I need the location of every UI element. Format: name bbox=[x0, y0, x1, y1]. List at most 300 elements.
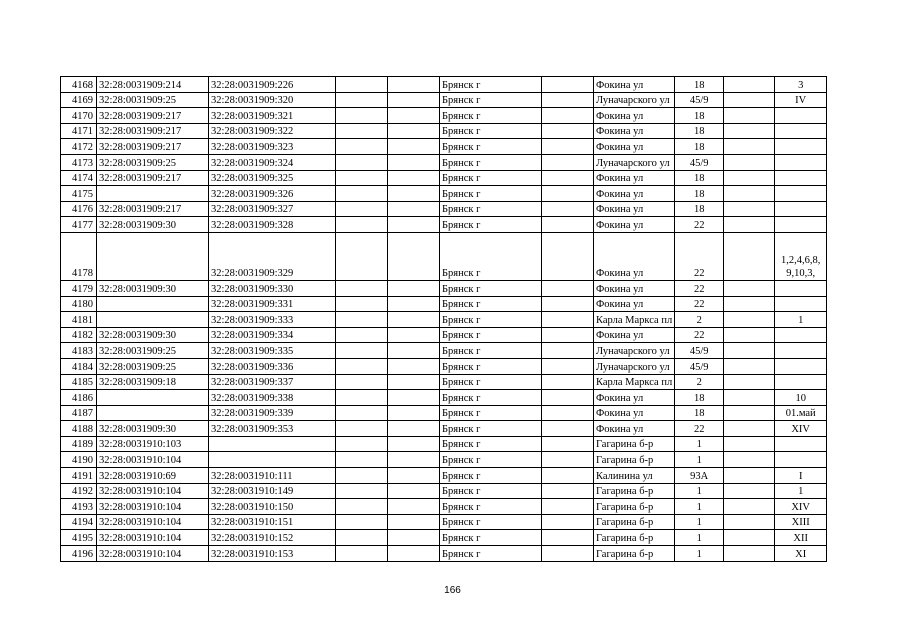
cell-empty bbox=[724, 312, 775, 328]
cell-empty bbox=[724, 296, 775, 312]
cell-street: Луначарского ул bbox=[594, 343, 675, 359]
cell-parent-cadastral: 32:28:0031909:25 bbox=[97, 358, 209, 374]
cell-parent-cadastral bbox=[97, 186, 209, 202]
cell-empty bbox=[388, 139, 440, 155]
table-row bbox=[61, 296, 827, 312]
cell-empty bbox=[724, 530, 775, 546]
table-row bbox=[61, 390, 827, 406]
cell-premises: 10 bbox=[775, 390, 827, 406]
cell-parent-cadastral: 32:28:0031909:18 bbox=[97, 374, 209, 390]
cell-parent-cadastral: 32:28:0031910:104 bbox=[97, 514, 209, 530]
cell-cadastral-number: 32:28:0031909:329 bbox=[209, 232, 336, 280]
cell-record-number: 4175 bbox=[61, 186, 97, 202]
cell-empty bbox=[388, 483, 440, 499]
cell-empty bbox=[388, 468, 440, 484]
table-row bbox=[61, 546, 827, 562]
cell-premises bbox=[775, 436, 827, 452]
cell-empty bbox=[542, 436, 594, 452]
cell-city: Брянск г bbox=[440, 232, 542, 280]
cell-empty bbox=[388, 217, 440, 233]
cell-cadastral-number: 32:28:0031910:152 bbox=[209, 530, 336, 546]
cell-city: Брянск г bbox=[440, 296, 542, 312]
cell-empty bbox=[724, 468, 775, 484]
table-row bbox=[61, 232, 827, 280]
cell-empty bbox=[724, 327, 775, 343]
cell-empty bbox=[336, 436, 388, 452]
cell-empty bbox=[724, 201, 775, 217]
cell-house: 22 bbox=[675, 327, 724, 343]
cell-record-number: 4192 bbox=[61, 483, 97, 499]
cell-city: Брянск г bbox=[440, 452, 542, 468]
cell-empty bbox=[336, 154, 388, 170]
cell-empty bbox=[542, 186, 594, 202]
cell-street: Гагарина б-р bbox=[594, 530, 675, 546]
table-row bbox=[61, 452, 827, 468]
cell-street: Гагарина б-р bbox=[594, 483, 675, 499]
cell-empty bbox=[336, 92, 388, 108]
cell-premises bbox=[775, 139, 827, 155]
cell-city: Брянск г bbox=[440, 546, 542, 562]
cell-empty bbox=[724, 232, 775, 280]
cell-empty bbox=[542, 546, 594, 562]
cell-empty bbox=[542, 514, 594, 530]
cell-cadastral-number: 32:28:0031909:333 bbox=[209, 312, 336, 328]
cell-cadastral-number: 32:28:0031910:153 bbox=[209, 546, 336, 562]
cell-empty bbox=[542, 530, 594, 546]
table-row bbox=[61, 421, 827, 437]
cell-house: 18 bbox=[675, 123, 724, 139]
cell-empty bbox=[724, 514, 775, 530]
table-row bbox=[61, 358, 827, 374]
cell-house: 18 bbox=[675, 139, 724, 155]
cell-empty bbox=[388, 514, 440, 530]
table-row bbox=[61, 154, 827, 170]
cell-record-number: 4181 bbox=[61, 312, 97, 328]
cell-empty bbox=[542, 201, 594, 217]
cell-empty bbox=[542, 483, 594, 499]
cell-empty bbox=[336, 483, 388, 499]
cell-empty bbox=[724, 108, 775, 124]
cell-street: Фокина ул bbox=[594, 201, 675, 217]
cell-parent-cadastral: 32:28:0031909:30 bbox=[97, 217, 209, 233]
cell-premises: 1 bbox=[775, 312, 827, 328]
cell-cadastral-number: 32:28:0031909:337 bbox=[209, 374, 336, 390]
cell-city: Брянск г bbox=[440, 217, 542, 233]
cell-empty bbox=[542, 421, 594, 437]
cell-record-number: 4172 bbox=[61, 139, 97, 155]
cell-house: 18 bbox=[675, 170, 724, 186]
cell-street: Калинина ул bbox=[594, 468, 675, 484]
cell-premises: 3 bbox=[775, 77, 827, 93]
cell-street: Фокина ул bbox=[594, 280, 675, 296]
cell-cadastral-number: 32:28:0031909:336 bbox=[209, 358, 336, 374]
cell-empty bbox=[336, 343, 388, 359]
cell-premises: 01.май bbox=[775, 405, 827, 421]
cell-empty bbox=[542, 499, 594, 515]
cell-premises bbox=[775, 452, 827, 468]
cell-house: 22 bbox=[675, 421, 724, 437]
cell-empty bbox=[388, 154, 440, 170]
cell-house: 1 bbox=[675, 514, 724, 530]
cell-parent-cadastral: 32:28:0031910:69 bbox=[97, 468, 209, 484]
cell-empty bbox=[388, 312, 440, 328]
cell-house: 22 bbox=[675, 296, 724, 312]
cell-parent-cadastral: 32:28:0031909:214 bbox=[97, 77, 209, 93]
cell-empty bbox=[336, 405, 388, 421]
cell-house: 18 bbox=[675, 77, 724, 93]
cell-empty bbox=[388, 170, 440, 186]
cell-street: Фокина ул bbox=[594, 296, 675, 312]
cell-empty bbox=[542, 217, 594, 233]
cell-house: 1 bbox=[675, 483, 724, 499]
cell-empty bbox=[388, 390, 440, 406]
cell-empty bbox=[388, 436, 440, 452]
cell-empty bbox=[724, 170, 775, 186]
cell-house: 1 bbox=[675, 546, 724, 562]
table-row bbox=[61, 343, 827, 359]
cell-empty bbox=[542, 452, 594, 468]
cell-house: 45/9 bbox=[675, 343, 724, 359]
cell-street: Фокина ул bbox=[594, 421, 675, 437]
cell-record-number: 4194 bbox=[61, 514, 97, 530]
cell-empty bbox=[724, 217, 775, 233]
cell-city: Брянск г bbox=[440, 514, 542, 530]
table-row bbox=[61, 77, 827, 93]
cell-empty bbox=[388, 77, 440, 93]
cell-empty bbox=[724, 436, 775, 452]
cell-street: Фокина ул bbox=[594, 327, 675, 343]
cell-empty bbox=[542, 468, 594, 484]
cell-empty bbox=[724, 123, 775, 139]
cell-parent-cadastral bbox=[97, 296, 209, 312]
cell-empty bbox=[388, 421, 440, 437]
cell-cadastral-number: 32:28:0031909:327 bbox=[209, 201, 336, 217]
cell-cadastral-number: 32:28:0031909:226 bbox=[209, 77, 336, 93]
cell-premises bbox=[775, 170, 827, 186]
cell-house: 18 bbox=[675, 108, 724, 124]
cell-house: 1 bbox=[675, 530, 724, 546]
cell-cadastral-number: 32:28:0031909:328 bbox=[209, 217, 336, 233]
cell-premises bbox=[775, 108, 827, 124]
cell-parent-cadastral: 32:28:0031910:104 bbox=[97, 546, 209, 562]
cell-premises bbox=[775, 358, 827, 374]
cell-cadastral-number: 32:28:0031909:326 bbox=[209, 186, 336, 202]
cell-cadastral-number: 32:28:0031909:331 bbox=[209, 296, 336, 312]
cell-city: Брянск г bbox=[440, 312, 542, 328]
cell-empty bbox=[542, 92, 594, 108]
cell-house: 22 bbox=[675, 232, 724, 280]
cell-parent-cadastral bbox=[97, 405, 209, 421]
cell-empty bbox=[388, 296, 440, 312]
cell-city: Брянск г bbox=[440, 343, 542, 359]
cell-cadastral-number: 32:28:0031909:324 bbox=[209, 154, 336, 170]
cell-cadastral-number bbox=[209, 452, 336, 468]
cell-empty bbox=[542, 390, 594, 406]
cell-premises bbox=[775, 186, 827, 202]
table-row bbox=[61, 436, 827, 452]
cell-city: Брянск г bbox=[440, 139, 542, 155]
cell-record-number: 4195 bbox=[61, 530, 97, 546]
table-row bbox=[61, 170, 827, 186]
cell-street: Фокина ул bbox=[594, 232, 675, 280]
cell-empty bbox=[388, 280, 440, 296]
cell-city: Брянск г bbox=[440, 123, 542, 139]
registry-table bbox=[60, 76, 827, 562]
cell-empty bbox=[336, 232, 388, 280]
cell-street: Луначарского ул bbox=[594, 358, 675, 374]
table-row bbox=[61, 186, 827, 202]
cell-record-number: 4169 bbox=[61, 92, 97, 108]
cell-empty bbox=[388, 201, 440, 217]
cell-cadastral-number: 32:28:0031910:151 bbox=[209, 514, 336, 530]
cell-empty bbox=[724, 390, 775, 406]
cell-empty bbox=[336, 421, 388, 437]
cell-empty bbox=[542, 139, 594, 155]
cell-street: Гагарина б-р bbox=[594, 546, 675, 562]
cell-empty bbox=[336, 358, 388, 374]
cell-empty bbox=[724, 452, 775, 468]
cell-premises bbox=[775, 343, 827, 359]
cell-empty bbox=[388, 123, 440, 139]
cell-record-number: 4178 bbox=[61, 232, 97, 280]
cell-empty bbox=[336, 374, 388, 390]
cell-record-number: 4173 bbox=[61, 154, 97, 170]
cell-empty bbox=[724, 374, 775, 390]
cell-parent-cadastral bbox=[97, 312, 209, 328]
cell-street: Луначарского ул bbox=[594, 92, 675, 108]
cell-empty bbox=[724, 77, 775, 93]
cell-empty bbox=[388, 499, 440, 515]
cell-cadastral-number: 32:28:0031909:320 bbox=[209, 92, 336, 108]
cell-street: Карла Маркса пл bbox=[594, 374, 675, 390]
cell-cadastral-number: 32:28:0031909:325 bbox=[209, 170, 336, 186]
cell-cadastral-number: 32:28:0031909:330 bbox=[209, 280, 336, 296]
cell-empty bbox=[388, 186, 440, 202]
cell-empty bbox=[336, 170, 388, 186]
cell-parent-cadastral: 32:28:0031909:217 bbox=[97, 201, 209, 217]
cell-record-number: 4183 bbox=[61, 343, 97, 359]
cell-city: Брянск г bbox=[440, 186, 542, 202]
cell-record-number: 4176 bbox=[61, 201, 97, 217]
cell-empty bbox=[724, 499, 775, 515]
table-row bbox=[61, 217, 827, 233]
cell-premises bbox=[775, 154, 827, 170]
cell-record-number: 4185 bbox=[61, 374, 97, 390]
cell-empty bbox=[336, 452, 388, 468]
cell-house: 1 bbox=[675, 452, 724, 468]
cell-parent-cadastral: 32:28:0031909:217 bbox=[97, 139, 209, 155]
cell-parent-cadastral: 32:28:0031909:25 bbox=[97, 343, 209, 359]
cell-premises: IV bbox=[775, 92, 827, 108]
cell-cadastral-number: 32:28:0031910:149 bbox=[209, 483, 336, 499]
cell-cadastral-number: 32:28:0031909:334 bbox=[209, 327, 336, 343]
table-row bbox=[61, 514, 827, 530]
cell-empty bbox=[542, 108, 594, 124]
cell-cadastral-number: 32:28:0031910:111 bbox=[209, 468, 336, 484]
cell-parent-cadastral: 32:28:0031909:30 bbox=[97, 327, 209, 343]
cell-street: Фокина ул bbox=[594, 390, 675, 406]
cell-cadastral-number: 32:28:0031909:323 bbox=[209, 139, 336, 155]
cell-empty bbox=[336, 201, 388, 217]
table-row bbox=[61, 92, 827, 108]
table-body bbox=[61, 77, 827, 562]
cell-premises bbox=[775, 123, 827, 139]
cell-city: Брянск г bbox=[440, 421, 542, 437]
cell-street: Фокина ул bbox=[594, 123, 675, 139]
cell-parent-cadastral: 32:28:0031909:217 bbox=[97, 170, 209, 186]
cell-empty bbox=[336, 280, 388, 296]
cell-empty bbox=[388, 452, 440, 468]
cell-empty bbox=[388, 343, 440, 359]
cell-empty bbox=[724, 186, 775, 202]
cell-cadastral-number: 32:28:0031909:338 bbox=[209, 390, 336, 406]
cell-city: Брянск г bbox=[440, 358, 542, 374]
cell-cadastral-number bbox=[209, 436, 336, 452]
cell-premises bbox=[775, 217, 827, 233]
cell-empty bbox=[388, 374, 440, 390]
cell-empty bbox=[542, 374, 594, 390]
cell-empty bbox=[336, 77, 388, 93]
cell-parent-cadastral: 32:28:0031909:217 bbox=[97, 123, 209, 139]
cell-cadastral-number: 32:28:0031909:321 bbox=[209, 108, 336, 124]
cell-house: 45/9 bbox=[675, 358, 724, 374]
cell-empty bbox=[336, 186, 388, 202]
table-row bbox=[61, 201, 827, 217]
cell-empty bbox=[542, 312, 594, 328]
cell-empty bbox=[724, 92, 775, 108]
cell-empty bbox=[542, 296, 594, 312]
cell-empty bbox=[388, 546, 440, 562]
cell-empty bbox=[336, 312, 388, 328]
cell-parent-cadastral: 32:28:0031909:25 bbox=[97, 92, 209, 108]
cell-street: Гагарина б-р bbox=[594, 499, 675, 515]
cell-empty bbox=[336, 108, 388, 124]
cell-city: Брянск г bbox=[440, 154, 542, 170]
cell-empty bbox=[724, 154, 775, 170]
cell-record-number: 4184 bbox=[61, 358, 97, 374]
table-row bbox=[61, 499, 827, 515]
cell-premises: XII bbox=[775, 530, 827, 546]
table-row bbox=[61, 123, 827, 139]
table-row bbox=[61, 374, 827, 390]
cell-parent-cadastral: 32:28:0031909:25 bbox=[97, 154, 209, 170]
cell-house: 45/9 bbox=[675, 92, 724, 108]
table-row bbox=[61, 405, 827, 421]
cell-empty bbox=[336, 123, 388, 139]
cell-parent-cadastral: 32:28:0031910:104 bbox=[97, 483, 209, 499]
cell-empty bbox=[542, 170, 594, 186]
cell-parent-cadastral: 32:28:0031910:104 bbox=[97, 452, 209, 468]
cell-city: Брянск г bbox=[440, 280, 542, 296]
cell-street: Фокина ул bbox=[594, 186, 675, 202]
cell-empty bbox=[388, 108, 440, 124]
cell-empty bbox=[336, 530, 388, 546]
cell-city: Брянск г bbox=[440, 468, 542, 484]
cell-premises: XIII bbox=[775, 514, 827, 530]
page-number: 166 bbox=[444, 585, 461, 596]
cell-record-number: 4168 bbox=[61, 77, 97, 93]
table-row bbox=[61, 108, 827, 124]
cell-street: Фокина ул bbox=[594, 77, 675, 93]
cell-street: Фокина ул bbox=[594, 108, 675, 124]
cell-parent-cadastral: 32:28:0031910:104 bbox=[97, 499, 209, 515]
cell-record-number: 4174 bbox=[61, 170, 97, 186]
cell-record-number: 4189 bbox=[61, 436, 97, 452]
cell-city: Брянск г bbox=[440, 390, 542, 406]
cell-parent-cadastral bbox=[97, 390, 209, 406]
cell-premises bbox=[775, 201, 827, 217]
cell-empty bbox=[542, 343, 594, 359]
cell-parent-cadastral: 32:28:0031910:103 bbox=[97, 436, 209, 452]
cell-house: 18 bbox=[675, 390, 724, 406]
cell-empty bbox=[336, 296, 388, 312]
cell-parent-cadastral bbox=[97, 232, 209, 280]
table-row bbox=[61, 139, 827, 155]
cell-empty bbox=[724, 139, 775, 155]
cell-parent-cadastral: 32:28:0031909:30 bbox=[97, 421, 209, 437]
cell-empty bbox=[724, 358, 775, 374]
cell-record-number: 4187 bbox=[61, 405, 97, 421]
cell-empty bbox=[542, 327, 594, 343]
cell-empty bbox=[724, 280, 775, 296]
cell-empty bbox=[336, 390, 388, 406]
cell-empty bbox=[388, 358, 440, 374]
cell-cadastral-number: 32:28:0031910:150 bbox=[209, 499, 336, 515]
cell-house: 2 bbox=[675, 312, 724, 328]
cell-house: 1 bbox=[675, 499, 724, 515]
cell-cadastral-number: 32:28:0031909:335 bbox=[209, 343, 336, 359]
table-row bbox=[61, 530, 827, 546]
cell-premises bbox=[775, 280, 827, 296]
cell-city: Брянск г bbox=[440, 327, 542, 343]
cell-premises: XI bbox=[775, 546, 827, 562]
cell-parent-cadastral: 32:28:0031909:30 bbox=[97, 280, 209, 296]
cell-empty bbox=[336, 468, 388, 484]
cell-city: Брянск г bbox=[440, 92, 542, 108]
cell-premises bbox=[775, 296, 827, 312]
cell-empty bbox=[336, 546, 388, 562]
cell-house: 1 bbox=[675, 436, 724, 452]
cell-record-number: 4188 bbox=[61, 421, 97, 437]
table-row bbox=[61, 483, 827, 499]
cell-empty bbox=[542, 154, 594, 170]
cell-city: Брянск г bbox=[440, 201, 542, 217]
cell-city: Брянск г bbox=[440, 77, 542, 93]
cell-record-number: 4186 bbox=[61, 390, 97, 406]
cell-empty bbox=[724, 483, 775, 499]
cell-city: Брянск г bbox=[440, 499, 542, 515]
cell-record-number: 4180 bbox=[61, 296, 97, 312]
cell-cadastral-number: 32:28:0031909:353 bbox=[209, 421, 336, 437]
cell-cadastral-number: 32:28:0031909:322 bbox=[209, 123, 336, 139]
cell-empty bbox=[724, 405, 775, 421]
cell-cadastral-number: 32:28:0031909:339 bbox=[209, 405, 336, 421]
cell-record-number: 4190 bbox=[61, 452, 97, 468]
cell-record-number: 4170 bbox=[61, 108, 97, 124]
cell-empty bbox=[388, 405, 440, 421]
cell-record-number: 4177 bbox=[61, 217, 97, 233]
table-row bbox=[61, 327, 827, 343]
cell-street: Гагарина б-р bbox=[594, 436, 675, 452]
table-row bbox=[61, 468, 827, 484]
cell-house: 2 bbox=[675, 374, 724, 390]
cell-record-number: 4171 bbox=[61, 123, 97, 139]
cell-house: 22 bbox=[675, 280, 724, 296]
cell-empty bbox=[724, 546, 775, 562]
cell-empty bbox=[542, 123, 594, 139]
cell-empty bbox=[542, 280, 594, 296]
cell-street: Луначарского ул bbox=[594, 154, 675, 170]
